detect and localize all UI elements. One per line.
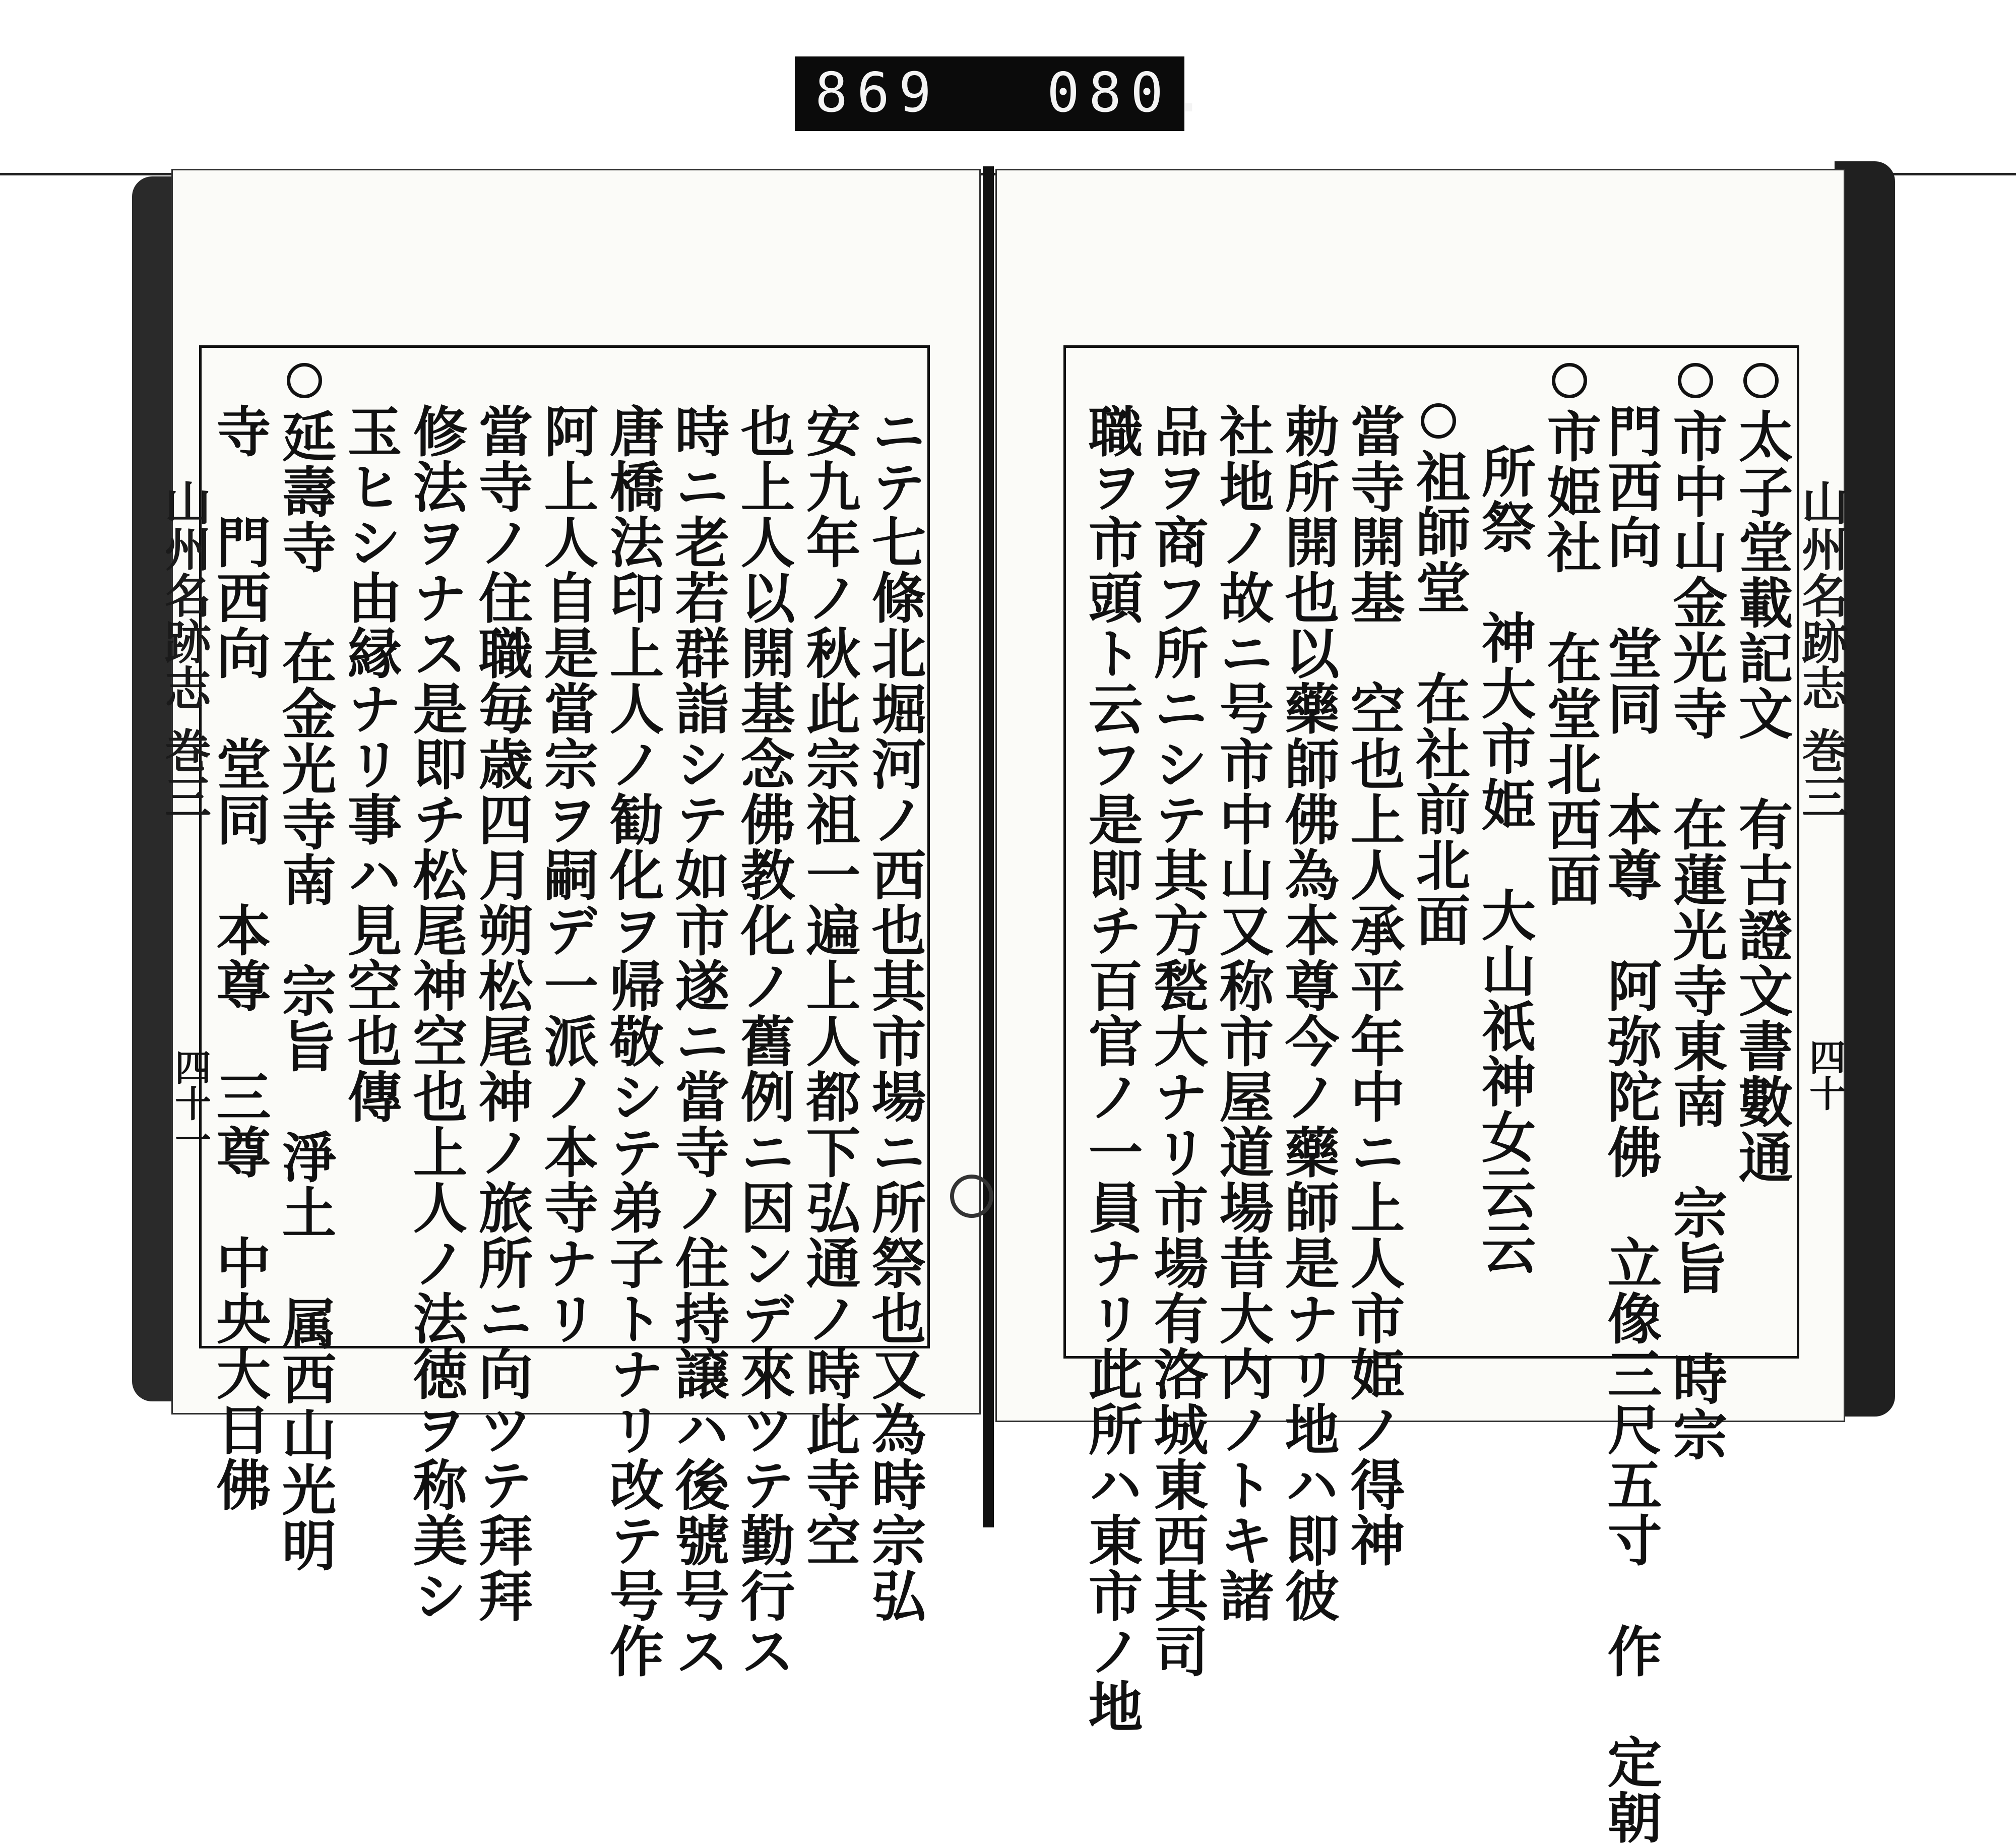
left-line: 玉ヒシ由縁ナリ事ハ見空也傳	[338, 403, 402, 1124]
film-number-left: 869	[815, 61, 941, 125]
right-line: 品ヲ商フ所ニシテ其方甃大ナリ市場有洛城東西其司	[1145, 403, 1208, 1679]
right-line: 市中山金光寺 在蓮光寺東南 宗旨 時宗	[1668, 363, 1723, 1462]
right-line: 太子堂載記文 有古證文書數通	[1734, 363, 1788, 1185]
right-line: 所祭 神大市姫 大山祇神女云云	[1472, 444, 1536, 1275]
circle-mark	[1552, 363, 1587, 398]
right-line: 市姫社 在堂北西面	[1542, 363, 1597, 907]
right-line: 職ヲ市頭ト云フ是即チ百官ノ一員ナリ此所ハ東市ノ地	[1079, 403, 1143, 1734]
left-margin-title: 山州名跡志 巻三	[157, 479, 212, 820]
right-line: 門西向 堂同 本尊 阿弥陀佛 立像三尺五寸 作 定朝	[1598, 403, 1662, 1845]
circle-mark	[1743, 363, 1779, 398]
right-line: 社地ノ故ニ号市中山又称市屋道場昔大内ノトキ諸	[1210, 403, 1274, 1623]
right-line: 祖師堂 在社前北面	[1411, 403, 1466, 948]
circle-mark	[1678, 363, 1713, 398]
binding-string	[950, 1175, 993, 1218]
book-gutter	[983, 166, 994, 1527]
right-folio: 四十	[1803, 1038, 1846, 1111]
left-line: 當寺ノ住職毎歳四月朔松尾神ノ旅所ニ向ツテ拜拜	[469, 403, 533, 1623]
right-line: 當寺開基 空也上人承平年中ニ上人市姫ノ得神	[1341, 403, 1405, 1568]
left-line: 修法ヲナス是即チ松尾神空也上人ノ法徳ヲ称美シ	[404, 403, 467, 1623]
right-margin-title: 山州名跡志 巻三	[1794, 479, 1849, 820]
left-line: 唐橋法印上人ノ勧化ヲ帰敬シテ弟子トナリ改テ号作	[600, 403, 664, 1679]
left-line: 延壽寺 在金光寺南 宗旨 淨土 属西山光明	[277, 363, 332, 1573]
circle-mark	[1421, 403, 1456, 439]
left-line: 時ニ老若群詣シテ如市遂ニ當寺ノ住持譲ハ後號号ス	[666, 403, 729, 1679]
right-line: 勅所開也以藥師佛為本尊今ノ藥師是ナリ地ハ即彼	[1276, 403, 1339, 1623]
circle-mark	[287, 363, 322, 398]
left-line: 也上人以開基念佛教化ノ舊例ニ因ンデ來ツテ勤行ス	[731, 403, 795, 1679]
left-line: 寺 門西向 堂同 本尊 三尊 中央大日佛	[207, 403, 271, 1512]
left-line: ニテ七條北堀河ノ西也其市場ニ所祭也又為時宗弘	[862, 403, 926, 1623]
film-number-right: 080.	[1047, 61, 1215, 125]
left-folio: 四十一	[169, 1049, 212, 1157]
left-line: 安九年ノ秋此宗祖一遍上人都下弘通ノ時此寺空	[797, 403, 860, 1568]
left-line: 阿上人自是當宗ヲ嗣デ一派ノ本寺ナリ	[535, 403, 598, 1346]
film-reel-label	[795, 56, 1215, 131]
